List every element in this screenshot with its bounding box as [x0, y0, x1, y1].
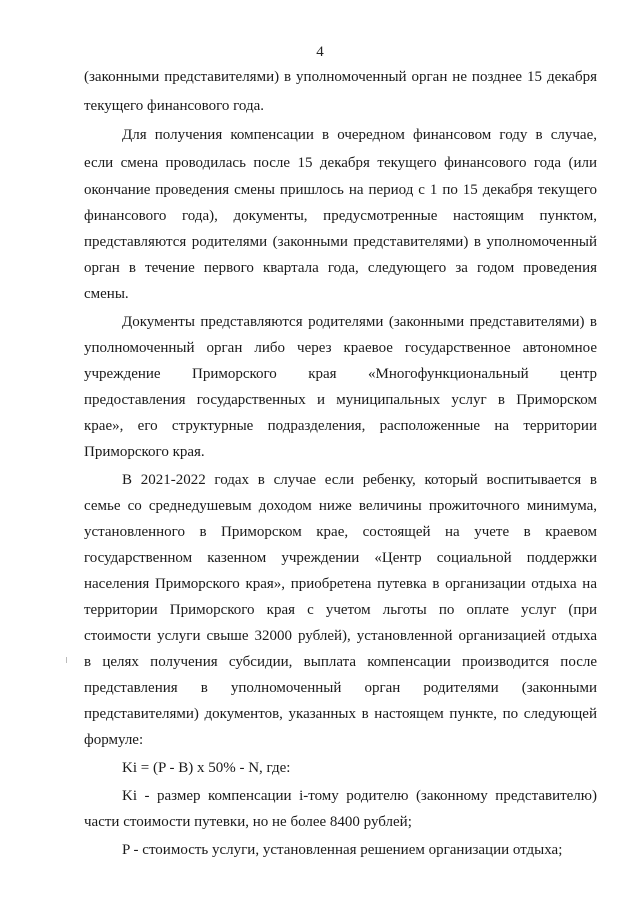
text-line: представителями) документов, указанных в настоящем пункте, по следующей: [84, 706, 597, 722]
text-line: крае», его структурные подразделения, расположенные на территории: [84, 418, 597, 434]
text-line: (законными представителями) в уполномоченный орган не позднее 15 декабря: [84, 69, 597, 85]
text-line: Приморского края.: [84, 444, 205, 460]
text-line: Документы представляются родителями (законными представителями) в: [122, 314, 597, 330]
text-line: если смена проводилась после 15 декабря текущего финансового года (или: [84, 155, 597, 171]
scan-mark: [66, 657, 67, 663]
text-line: текущего финансового года.: [84, 98, 265, 114]
text-line: орган в течение первого квартала года, следующего за годом проведения: [84, 260, 597, 276]
text-line: Для получения компенсации в очередном финансовом году в случае,: [122, 127, 597, 143]
text-line: Ki - размер компенсации i-тому родителю (законному представителю): [122, 788, 597, 804]
text-line: населения Приморского края», приобретена путевка в организации отдыха на: [84, 576, 597, 592]
text-line: окончание проведения смены пришлось на период с 1 по 15 декабря текущего: [84, 182, 597, 198]
formula-line: Ki = (P - B) x 50% - N, где:: [122, 760, 291, 776]
text-line: государственном казенном учреждении «Центр социальной поддержки: [84, 550, 597, 566]
text-line: установленного в Приморском крае, состоящей на учете в краевом: [84, 524, 597, 540]
text-line: формуле:: [84, 732, 144, 748]
text-line: семье со среднедушевым доходом ниже величины прожиточного минимума,: [84, 498, 597, 514]
text-line: представляются родителями (законными представителями) в уполномоченный: [84, 234, 597, 250]
text-line: представления в уполномоченный орган родителями (законными: [84, 680, 597, 696]
text-line: территории Приморского края с учетом льготы по оплате услуг (при: [84, 602, 597, 618]
text-line: В 2021-2022 годах в случае если ребенку, который воспитывается в: [122, 472, 597, 488]
text-line: уполномоченный орган либо через краевое государственное автономное: [84, 340, 597, 356]
text-line: финансового года), документы, предусмотренные настоящим пунктом,: [84, 208, 597, 224]
text-line: части стоимости путевки, но не более 8400 рублей;: [84, 814, 412, 830]
text-line: P - стоимость услуги, установленная решением организации отдыха;: [122, 842, 563, 858]
text-line: в целях получения субсидии, выплата компенсации производится после: [84, 654, 597, 670]
text-line: смены.: [84, 286, 129, 302]
text-line: предоставления государственных и муниципальных услуг в Приморском: [84, 392, 597, 408]
text-line: стоимости услуги свыше 32000 рублей), установленной организацией отдыха: [84, 628, 597, 644]
text-line: учреждение Приморского края «Многофункциональный центр: [84, 366, 597, 382]
page-number: 4: [316, 44, 324, 60]
